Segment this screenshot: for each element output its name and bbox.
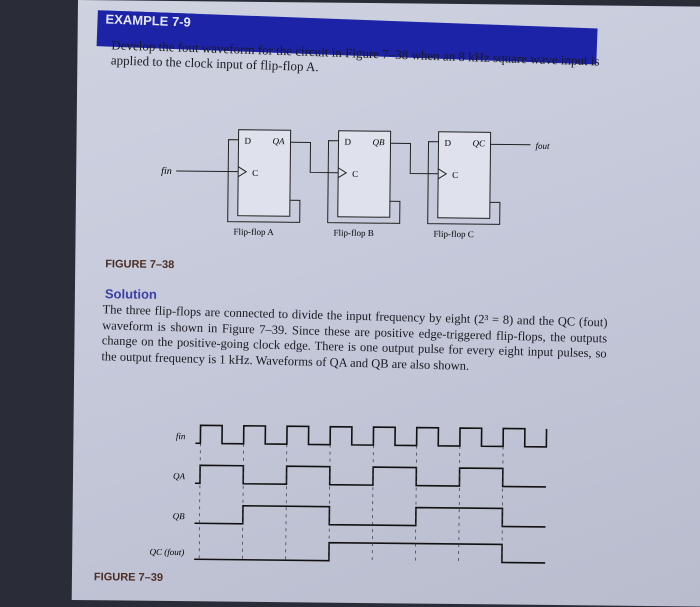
figure-7-38-label: FIGURE 7–38: [105, 258, 174, 271]
q-pin-label: QB: [372, 137, 385, 147]
q-to-clock-wire: [290, 142, 338, 173]
signal-label: QC (fout): [149, 547, 184, 557]
q-pin-label: QC: [472, 138, 486, 148]
d-pin-label: D: [444, 138, 451, 148]
example-title: EXAMPLE 7-9: [101, 10, 195, 30]
solution-text: The three flip-flops are connected to divide the input frequency by eight (2³ = 8) and the QC (fout) waveform is shown in Figure 7–39. Since these are positive edge-triggered flip-flops, the outputs change on the positive-going clock edge. There is one output pulse for every eight input pulses, so the output frequency is 1 kHz. Waveforms of QA and QB are also shown.: [101, 302, 607, 377]
example-text: Develop the fout waveform for the circuit in Figure 7–38 when an 8 kHz square wave input is applied to the clock input of flip-flop A.: [111, 37, 612, 84]
figure-7-39-label: FIGURE 7–39: [94, 571, 163, 584]
input-label: fin: [161, 166, 172, 177]
waveform-3: [194, 541, 545, 563]
waveform-1: [195, 465, 546, 487]
waveform-0: [195, 425, 546, 447]
edge-guide: [199, 443, 200, 559]
solution-heading: Solution: [105, 286, 157, 302]
signal-label: QB: [173, 511, 186, 521]
output-label: fout: [535, 141, 550, 151]
c-pin-label: C: [252, 168, 258, 178]
signal-label: QA: [173, 471, 186, 481]
circuit-diagram: [75, 0, 700, 267]
clock-wire: [176, 171, 238, 172]
c-pin-label: C: [452, 170, 458, 180]
d-pin-label: D: [244, 136, 251, 146]
flip-flop-label: Flip-flop A: [234, 227, 275, 237]
edge-guide: [242, 444, 243, 560]
flip-flop-label: Flip-flop B: [334, 228, 374, 238]
d-pin-label: D: [344, 137, 351, 147]
timing-diagram: [72, 410, 700, 582]
q-to-clock-wire: [390, 143, 438, 174]
q-pin-label: QA: [272, 136, 285, 146]
c-pin-label: C: [352, 169, 358, 179]
signal-label: fin: [176, 431, 186, 441]
textbook-page: [72, 0, 700, 607]
waveform-2: [195, 505, 546, 527]
edge-guide: [286, 444, 287, 560]
flip-flop-label: Flip-flop C: [434, 229, 474, 239]
